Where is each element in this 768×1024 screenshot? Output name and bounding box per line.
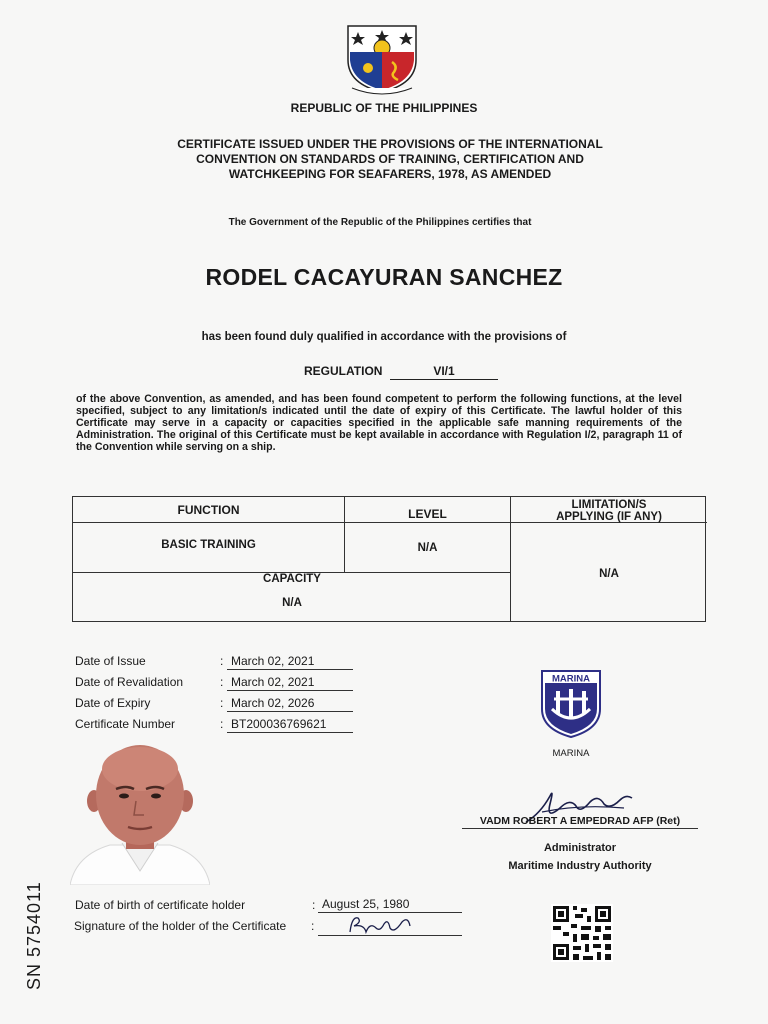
republic-heading: REPUBLIC OF THE PHILIPPINES bbox=[290, 101, 478, 115]
expiry-date-label: Date of Expiry bbox=[75, 696, 151, 710]
marina-logo-icon bbox=[540, 669, 602, 739]
issue-date-value: March 02, 2021 bbox=[227, 654, 353, 670]
holder-signature bbox=[318, 912, 462, 936]
function-value: BASIC TRAINING bbox=[161, 539, 256, 551]
serial-number: SN 5754011 bbox=[24, 881, 44, 990]
regulation-value: VI/1 bbox=[390, 364, 498, 380]
level-header: LEVEL bbox=[408, 507, 447, 521]
certificate-number-label: Certificate Number bbox=[75, 717, 176, 731]
issue-date-label: Date of Issue bbox=[75, 654, 146, 668]
certificate-number-value: BT200036769621 bbox=[227, 717, 353, 733]
signatory-organization: Maritime Industry Authority bbox=[508, 860, 652, 872]
limitation-header-line1: LIMITATION/S bbox=[571, 499, 647, 511]
expiry-date-value: March 02, 2026 bbox=[227, 696, 353, 712]
certificate-number-colon: : bbox=[220, 717, 224, 731]
competency-paragraph: of the above Convention, as amended, and has been found competent to perform the following functions, at the level specified, subject to any limitation/s indicated until the date of expiry of this Certificate. The lawful holder of this Certificate may serve in a capacity or capacities specified in the applicable safe manning requirements of the Administration. The original of this Certificate must be kept available in accordance with Regulation I/2, paragraph 11 of the Convention while serving on a ship. bbox=[76, 393, 682, 453]
revalidation-date-label: Date of Revalidation bbox=[75, 675, 184, 689]
function-table bbox=[72, 496, 706, 622]
qr-code-icon bbox=[551, 904, 613, 962]
convention-heading-line2: CONVENTION ON STANDARDS OF TRAINING, CERTIFICATION AND bbox=[196, 152, 584, 166]
convention-heading-line1: CERTIFICATE ISSUED UNDER THE PROVISIONS OF THE INTERNATIONAL bbox=[177, 137, 603, 151]
regulation-label: REGULATION bbox=[304, 364, 383, 378]
expiry-date-colon: : bbox=[220, 696, 224, 710]
capacity-value: N/A bbox=[282, 597, 302, 609]
holder-photo bbox=[70, 745, 210, 885]
limitation-value: N/A bbox=[599, 568, 619, 580]
holder-signature-label: Signature of the holder of the Certificate bbox=[74, 919, 287, 933]
signatory-line bbox=[462, 828, 698, 829]
government-certifies-text: The Government of the Republic of the Philippines certifies that bbox=[228, 217, 532, 228]
revalidation-date-value: March 02, 2021 bbox=[227, 675, 353, 691]
marina-logo-text: MARINA bbox=[552, 673, 590, 685]
convention-heading-line3: WATCHKEEPING FOR SEAFARERS, 1978, AS AMENDED bbox=[228, 167, 552, 181]
level-value: N/A bbox=[417, 542, 438, 554]
holder-name: RODEL CACAYURAN SANCHEZ bbox=[205, 264, 563, 290]
revalidation-date-colon: : bbox=[220, 675, 224, 689]
limitation-header bbox=[511, 499, 707, 523]
signatory-title: Administrator bbox=[543, 842, 617, 854]
holder-signature-colon: : bbox=[311, 919, 315, 933]
dob-label: Date of birth of certificate holder bbox=[75, 898, 246, 912]
capacity-header: CAPACITY bbox=[263, 573, 321, 585]
philippine-seal-icon bbox=[344, 18, 420, 96]
dob-colon: : bbox=[312, 898, 316, 912]
limitation-header-line2: APPLYING (IF ANY) bbox=[556, 511, 662, 523]
qualified-statement: has been found duly qualified in accordance with the provisions of bbox=[201, 331, 567, 343]
convention-heading bbox=[110, 137, 670, 182]
issue-date-colon: : bbox=[220, 654, 224, 668]
dob-value: August 25, 1980 bbox=[318, 897, 462, 913]
signatory-name: VADM ROBERT A EMPEDRAD AFP (Ret) bbox=[479, 815, 681, 827]
function-header: FUNCTION bbox=[177, 503, 240, 517]
marina-caption: MARINA bbox=[552, 748, 590, 759]
